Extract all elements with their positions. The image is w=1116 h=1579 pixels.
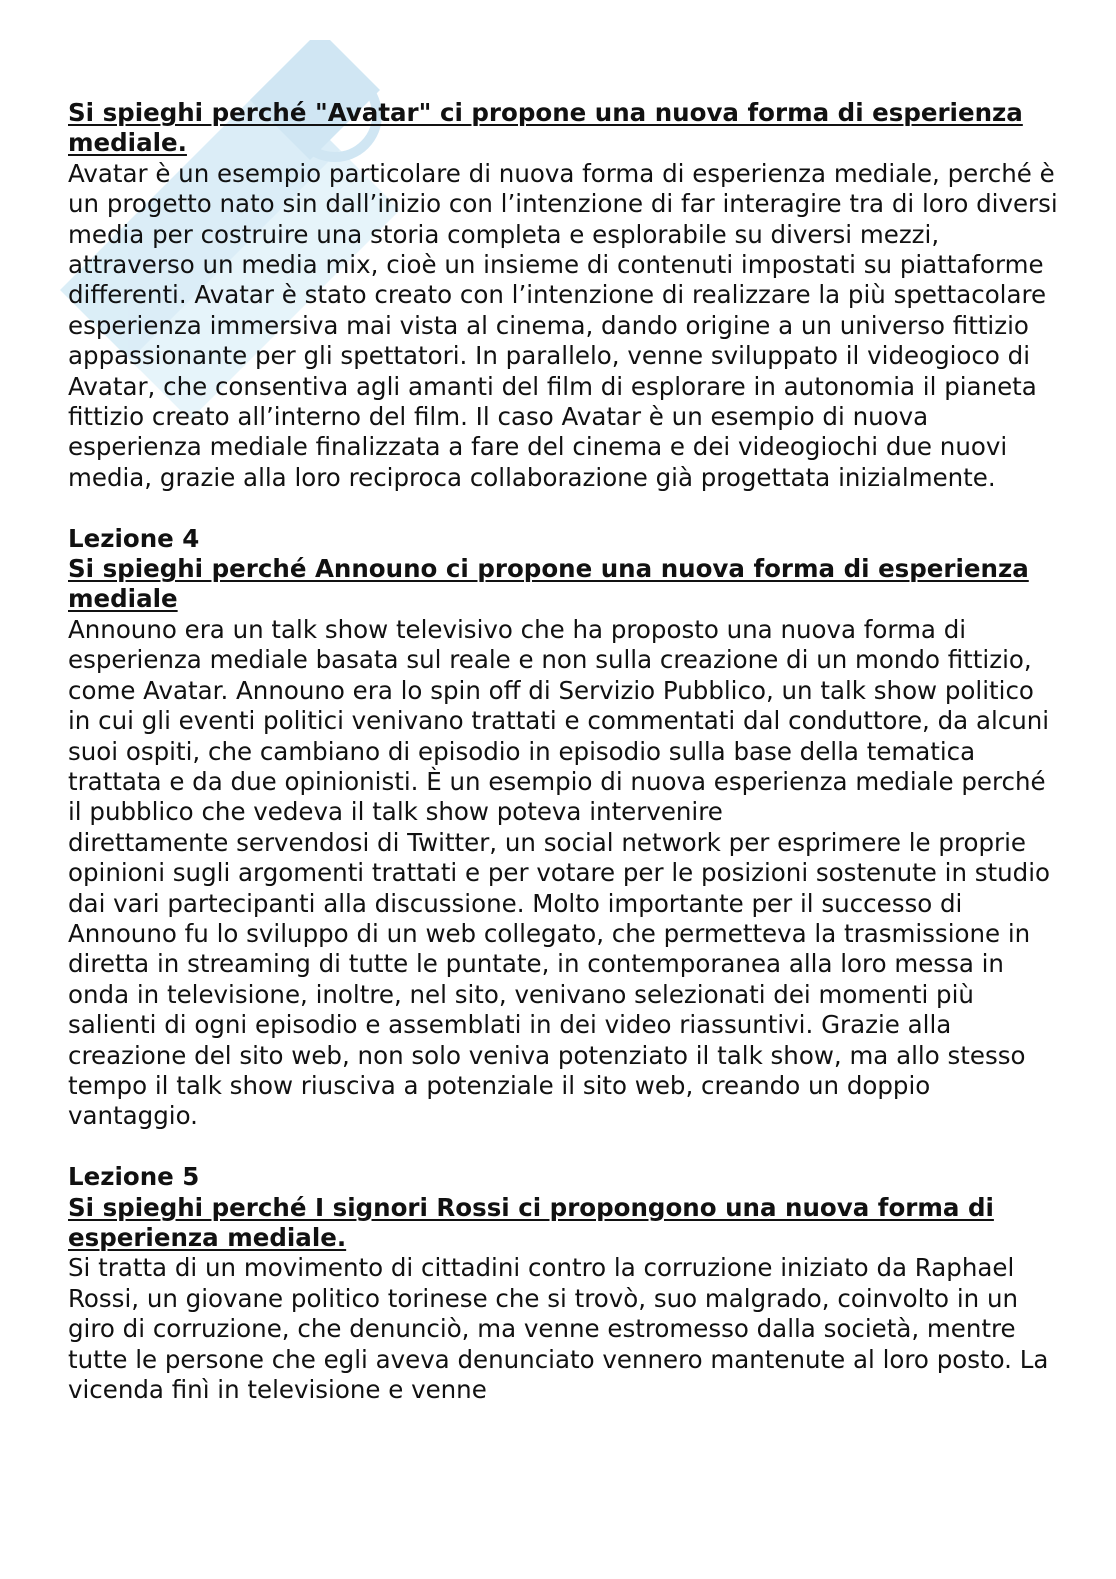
section-heading: Si spieghi perché I signori Rossi ci propongono una nuova forma di esperienza mediale.: [68, 1192, 994, 1252]
section-announo: [68, 524, 1058, 1132]
section-avatar: [68, 98, 1058, 493]
section-signori-rossi: [68, 1162, 1058, 1405]
section-heading: Si spieghi perché "Avatar" ci propone una nuova forma di esperienza mediale.: [68, 98, 1023, 158]
document-page: [68, 98, 1058, 1405]
section-paragraph: direttamente servendosi di Twitter, un social network per esprimere le proprie opinioni sugli argomenti trattati e per votare per le posizioni sostenute in studio dai vari partecipanti alla discussione. Molto importante per il successo di Announo fu lo sviluppo di un web collegato, che permetteva la trasmissione in diretta in streaming di tutte le puntate, in contemporanea alla loro messa in onda in televisione, inoltre, nel sito, venivano selezionati dei momenti più salienti di ogni episodio e assemblati in dei video riassuntivi. Grazie alla creazione del sito web, non solo veniva potenziato il talk show, ma allo stesso tempo il talk show riusciva a potenziale il sito web, creando un doppio vantaggio.: [68, 827, 1051, 1131]
lesson-title: Lezione 5: [68, 1162, 200, 1192]
section-paragraph: Si tratta di un movimento di cittadini contro la corruzione iniziato da Raphael Rossi, un giovane politico torinese che si trovò, suo malgrado, coinvolto in un giro di corruzione, che denunciò, ma venne estromesso dalla società, mentre tutte le persone che egli aveva denunciato vennero mantenute al loro posto. La vicenda finì in televisione e venne: [68, 1253, 1049, 1405]
section-paragraph: Avatar è un esempio particolare di nuova forma di esperienza mediale, perché è un progetto nato sin dall’inizio con l’intenzione di far interagire tra di loro diversi media per costruire una storia completa e esplorabile su diversi mezzi, attraverso un media mix, cioè un insieme di contenuti impostati su piattaforme differenti. Avatar è stato creato con l’intenzione di realizzare la più spettacolare esperienza immersiva mai vista al cinema, dando origine a un universo fittizio appassionante per gli spettatori. In parallelo, venne sviluppato il videogioco di Avatar, che consentiva agli amanti del film di esplorare in autonomia il pianeta fittizio creato all’interno del film. Il caso Avatar è un esempio di nuova esperienza mediale finalizzata a fare del cinema e dei videogiochi due nuovi media, grazie alla loro reciproca collaborazione già progettata inizialmente.: [68, 158, 1058, 492]
lesson-title: Lezione 4: [68, 523, 200, 553]
section-heading: Si spieghi perché Announo ci propone una nuova forma di esperienza mediale: [68, 554, 1029, 614]
section-paragraph: Announo era un talk show televisivo che ha proposto una nuova forma di esperienza mediale basata sul reale e non sulla creazione di un mondo fittizio, come Avatar. Announo era lo spin off di Servizio Pubblico, un talk show politico in cui gli eventi politici venivano trattati e commentati dal conduttore, da alcuni suoi ospiti, che cambiano di episodio in episodio sulla base della tematica trattata e da due opinionisti. È un esempio di nuova esperienza mediale perché il pubblico che vedeva il talk show poteva intervenire: [68, 614, 1050, 827]
